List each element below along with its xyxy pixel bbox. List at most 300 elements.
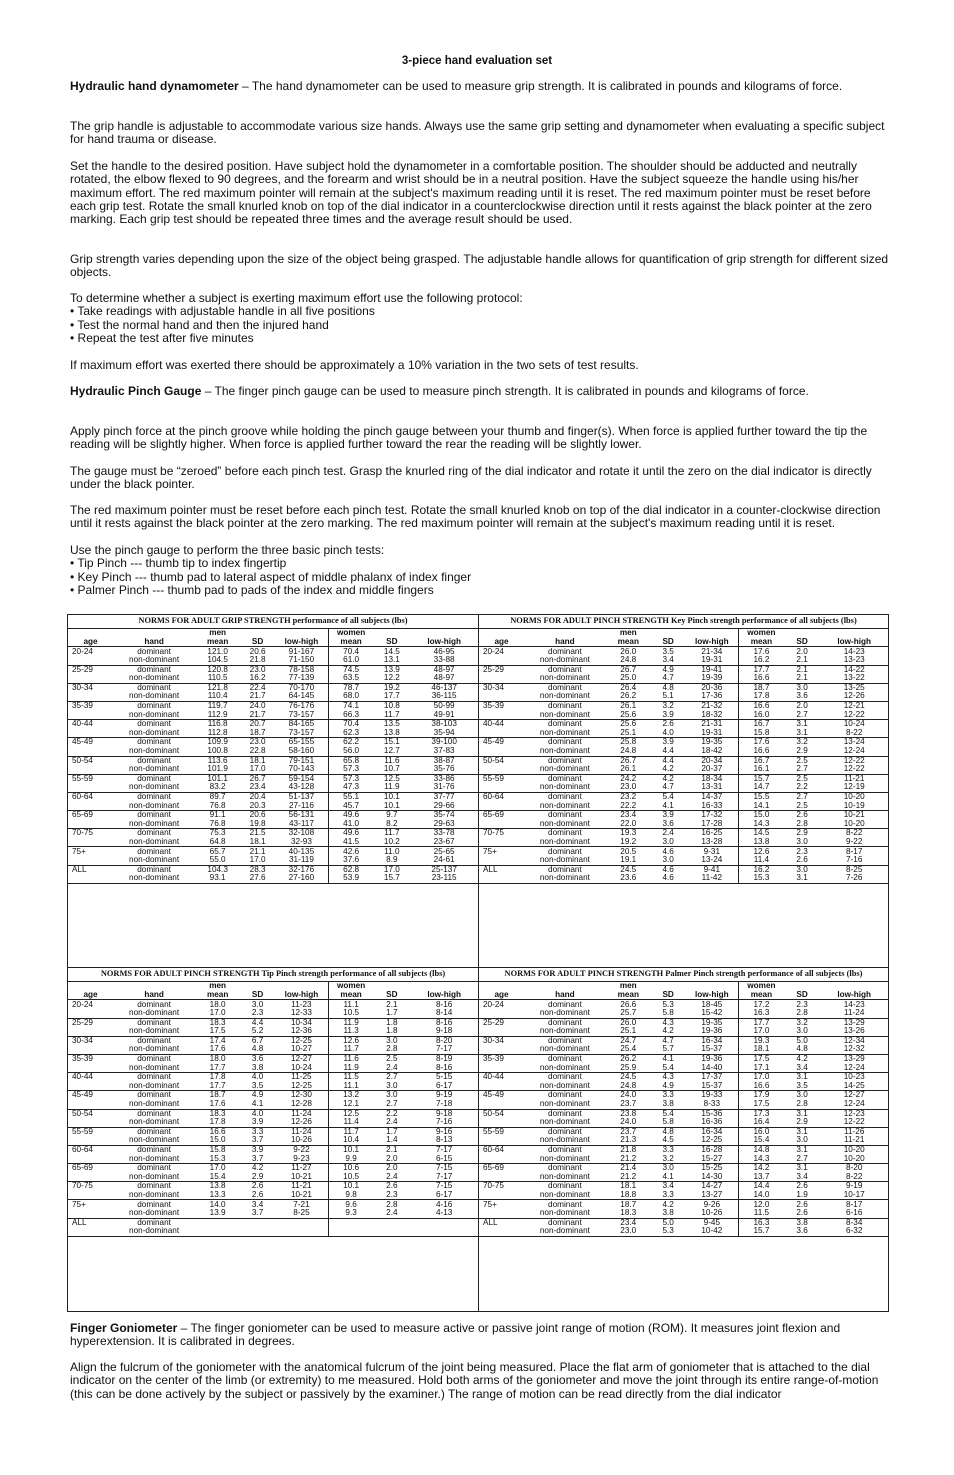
value-cell: 12.0	[753, 1199, 770, 1209]
column-header-mean: mean	[328, 990, 373, 1000]
table-row	[68, 792, 478, 801]
value-cell: 15.7	[753, 774, 770, 783]
value-cell: 19-36	[686, 1054, 739, 1063]
value-cell: 17.6	[753, 737, 770, 747]
value-cell: 24-61	[410, 856, 478, 865]
value-cell: 33-88	[410, 656, 478, 665]
hand-cell: non-dominant	[524, 765, 606, 774]
value-cell: 79-151	[275, 756, 328, 765]
value-cell: 29-66	[410, 802, 478, 811]
value-cell: 2.7	[784, 765, 821, 774]
value-cell: 4.8	[662, 683, 674, 692]
age-cell: 70-75	[483, 828, 504, 838]
value-cell: 4.2	[651, 1027, 686, 1036]
column-header-mean: mean	[606, 990, 651, 1000]
value-cell: 14.3	[739, 1155, 784, 1164]
value-cell: 53.9	[328, 874, 373, 883]
value-cell: 112.9	[195, 711, 240, 720]
hand-cell: dominant	[137, 1163, 171, 1173]
age-cell	[479, 1191, 524, 1200]
value-cell: 3.3	[651, 1191, 686, 1200]
value-cell: 13.8	[209, 1181, 226, 1191]
value-cell: 7-21	[275, 1200, 328, 1209]
value-cell: 3.4	[784, 1173, 821, 1182]
palmer-pinch-table	[479, 967, 888, 1312]
hand-cell: dominant	[548, 846, 582, 856]
age-cell	[68, 1100, 113, 1109]
value-cell: 4.7	[651, 674, 686, 683]
table-row	[68, 674, 478, 683]
value-cell: 14.2	[753, 1163, 770, 1173]
hand-cell: non-dominant	[524, 1191, 606, 1200]
value-cell: 11-24	[820, 1009, 888, 1018]
value-cell: 3.0	[784, 1027, 821, 1036]
table-row	[68, 1009, 478, 1018]
age-cell: 35-39	[483, 701, 504, 711]
value-cell: 19.8	[240, 820, 275, 829]
hand-cell: dominant	[548, 792, 582, 801]
value-cell: 18.1	[249, 756, 266, 765]
key-pinch-table	[479, 615, 888, 967]
age-cell	[479, 765, 524, 774]
age-cell: 60-64	[483, 792, 504, 801]
header-spacer	[820, 982, 888, 991]
value-cell: 11-21	[275, 1182, 328, 1191]
pinch-reset-paragraph: The red maximum pointer must be reset before each pinch test. Rotate the small knurled knob on top of the dial indicator in a counter-clockwise direction until it rests against the black pointer at the zero marking. The red maximum pointer will remain at the subject's maximum reading until it is reset.	[70, 503, 881, 531]
value-cell: 21.7	[240, 692, 275, 701]
value-cell: 11.5	[343, 1072, 359, 1082]
value-cell: 17-37	[686, 1073, 739, 1082]
value-cell: 19-39	[686, 674, 739, 683]
list-item: • Repeat the test after five minutes	[70, 330, 254, 345]
header-spacer	[113, 629, 195, 638]
hand-cell: non-dominant	[524, 1173, 606, 1182]
age-cell	[479, 674, 524, 683]
table-row	[68, 1173, 478, 1182]
value-cell: 14-37	[686, 792, 739, 801]
hand-cell: non-dominant	[113, 838, 195, 847]
age-cell	[68, 783, 113, 792]
value-cell: 3.2	[796, 1018, 808, 1027]
value-cell: 3.0	[386, 1090, 398, 1100]
hand-cell: non-dominant	[113, 1064, 195, 1073]
value-cell: 12-26	[275, 1118, 328, 1127]
age-cell: 65-69	[72, 810, 93, 820]
table-row	[479, 1136, 888, 1145]
table-row	[68, 811, 478, 820]
value-cell: 3.0	[796, 683, 808, 692]
value-cell: 3.8	[651, 1209, 686, 1218]
value-cell: 25.9	[606, 1064, 651, 1073]
value-cell	[328, 1218, 373, 1227]
value-cell: 2.0	[386, 1163, 398, 1173]
table-row	[68, 1036, 478, 1045]
age-cell: 75+	[483, 846, 497, 856]
hand-cell: dominant	[137, 646, 171, 656]
value-cell: 25.1	[606, 1027, 651, 1036]
value-cell: 3.4	[651, 656, 686, 665]
value-cell: 3.1	[796, 1163, 808, 1173]
value-cell: 91-167	[275, 647, 328, 656]
value-cell: 9-19	[435, 1090, 453, 1100]
value-cell: 26.4	[620, 683, 637, 692]
value-cell: 113.6	[207, 756, 228, 765]
value-cell: 26.0	[620, 646, 637, 656]
table-row	[68, 829, 478, 838]
table-row	[479, 1155, 888, 1164]
value-cell: 7-17	[435, 1145, 453, 1154]
value-cell: 4.5	[651, 1136, 686, 1145]
value-cell: 9-19	[846, 1181, 863, 1191]
value-cell: 17.7	[195, 1082, 240, 1091]
value-cell: 47.3	[328, 783, 373, 792]
age-cell	[68, 802, 113, 811]
value-cell: 18.1	[739, 1045, 784, 1054]
table-row	[68, 692, 478, 701]
value-cell: 8-34	[846, 1218, 863, 1227]
value-cell: 1.4	[373, 1136, 410, 1145]
table-row	[68, 1045, 478, 1054]
value-cell: 2.7	[784, 1155, 821, 1164]
value-cell: 22.4	[249, 683, 266, 692]
value-cell: 10.5	[328, 1009, 373, 1018]
value-cell: 3.5	[240, 1082, 275, 1091]
table-row	[479, 711, 888, 720]
table-row	[479, 1227, 888, 1236]
hand-cell: non-dominant	[113, 711, 195, 720]
value-cell: 10-20	[820, 1155, 888, 1164]
value-cell: 9-26	[686, 1200, 739, 1209]
table-row	[68, 1118, 478, 1127]
value-cell: 6-17	[410, 1082, 478, 1091]
value-cell: 56.0	[328, 747, 373, 756]
value-cell: 21.3	[606, 1136, 651, 1145]
value-cell: 14.7	[739, 783, 784, 792]
value-cell: 13-31	[686, 783, 739, 792]
pinch-force-paragraph: Apply pinch force at the pinch groove while holding the pinch gauge between your thumb and finger(s). When force is applied further toward the tip the reading will be slightly higher. When force is applied further toward the rear the reading will be slightly lower.	[70, 424, 868, 452]
age-cell: 60-64	[72, 1145, 93, 1154]
value-cell: 74.1	[343, 701, 360, 711]
value-cell: 12-21	[843, 701, 865, 711]
hand-cell: dominant	[137, 1181, 171, 1191]
hand-cell: dominant	[137, 1127, 171, 1136]
hand-cell: non-dominant	[524, 802, 606, 811]
list-item: • Tip Pinch --- thumb tip to index fingertip	[70, 556, 287, 571]
value-cell: 16.3	[753, 1218, 770, 1227]
value-cell: 25.6	[606, 711, 651, 720]
age-cell: 25-29	[483, 1018, 504, 1027]
value-cell: 17.8	[195, 1118, 240, 1127]
value-cell: 20.6	[249, 810, 266, 820]
age-cell: 40-44	[483, 1072, 504, 1082]
hand-cell: non-dominant	[524, 1227, 606, 1236]
value-cell: 12.5	[383, 774, 400, 783]
value-cell: 16.2	[753, 865, 770, 874]
value-cell: 49.6	[343, 810, 360, 820]
value-cell: 10-19	[820, 802, 888, 811]
hand-cell: non-dominant	[113, 1209, 195, 1218]
value-cell: 2.3	[796, 846, 808, 856]
value-cell: 16.0	[739, 711, 784, 720]
table-row	[479, 1082, 888, 1091]
value-cell: 17.5	[753, 1054, 770, 1064]
value-cell: 20.7	[249, 719, 266, 729]
value-cell: 26.6	[620, 999, 637, 1009]
value-cell: 8-22	[846, 828, 863, 838]
value-cell: 13-29	[843, 1054, 865, 1064]
value-cell: 24.0	[620, 1090, 637, 1100]
table-row	[479, 1127, 888, 1136]
value-cell: 40-135	[275, 847, 328, 856]
column-header-hand: hand	[113, 990, 195, 1000]
value-cell: 2.5	[784, 802, 821, 811]
table-row	[479, 829, 888, 838]
value-cell	[410, 1227, 478, 1236]
value-cell: 2.0	[796, 701, 808, 711]
value-cell: 4.6	[662, 865, 674, 874]
age-cell: 45-49	[483, 737, 504, 747]
hand-cell: dominant	[137, 701, 171, 711]
value-cell: 26.1	[620, 701, 637, 711]
value-cell: 73-157	[275, 711, 328, 720]
value-cell	[240, 1218, 275, 1227]
table-row	[479, 1018, 888, 1027]
value-cell: 16-28	[686, 1145, 739, 1154]
hand-cell: non-dominant	[524, 674, 606, 683]
value-cell: 8-16	[435, 1018, 453, 1027]
hand-cell: dominant	[137, 1218, 171, 1227]
value-cell: 4.2	[662, 774, 674, 783]
table-row	[68, 1018, 478, 1027]
value-cell: 71-150	[275, 656, 328, 665]
value-cell: 10-20	[843, 1145, 865, 1154]
value-cell: 3.1	[796, 1145, 808, 1154]
value-cell: 17.5	[739, 1100, 784, 1109]
value-cell: 3.8	[796, 1218, 808, 1227]
value-cell	[275, 1218, 328, 1227]
age-cell: ALL	[483, 865, 498, 874]
value-cell: 8-16	[435, 999, 453, 1009]
table-row	[479, 1045, 888, 1054]
table-row	[479, 802, 888, 811]
column-header-age: age	[479, 637, 524, 647]
age-cell: 75+	[72, 1199, 86, 1209]
value-cell: 14.1	[739, 802, 784, 811]
value-cell: 100.8	[195, 747, 240, 756]
age-cell: 20-24	[72, 646, 93, 656]
table-row	[479, 692, 888, 701]
value-cell: 4.2	[796, 1054, 808, 1064]
value-cell: 3.0	[784, 1136, 821, 1145]
value-cell: 10-26	[686, 1209, 739, 1218]
table-row	[479, 1091, 888, 1100]
value-cell: 13-26	[820, 1027, 888, 1036]
age-cell	[479, 656, 524, 665]
value-cell: 10.1	[343, 1181, 360, 1191]
value-cell: 17.7	[373, 692, 410, 701]
value-cell: 5.4	[662, 1109, 674, 1118]
value-cell: 24.5	[620, 865, 637, 874]
hand-cell: non-dominant	[113, 1136, 195, 1145]
table-row	[68, 647, 478, 656]
value-cell: 45.7	[328, 802, 373, 811]
value-cell: 12-34	[843, 1036, 865, 1045]
age-cell: 35-39	[483, 1054, 504, 1064]
age-cell: 55-59	[72, 774, 93, 783]
value-cell: 24.0	[606, 1118, 651, 1127]
hand-cell: dominant	[548, 999, 582, 1009]
value-cell: 4.8	[784, 1045, 821, 1054]
value-cell: 2.9	[796, 828, 808, 838]
value-cell: 3.0	[251, 999, 264, 1009]
value-cell: 16.3	[739, 1009, 784, 1018]
column-header-lowhigh: low-high	[275, 990, 328, 1000]
value-cell: 76.8	[195, 802, 240, 811]
table-row	[68, 729, 478, 738]
header-spacer	[68, 982, 113, 991]
value-cell: 12.5	[343, 1109, 360, 1118]
value-cell: 19-41	[686, 665, 739, 674]
value-cell: 62.8	[343, 865, 360, 874]
age-cell	[479, 1155, 524, 1164]
table-row	[68, 1182, 478, 1191]
value-cell: 2.8	[784, 820, 821, 829]
value-cell: 121.0	[207, 646, 228, 656]
value-cell: 33-86	[433, 774, 455, 783]
value-cell: 15.1	[383, 737, 400, 747]
value-cell: 9-22	[820, 838, 888, 847]
value-cell: 9-23	[275, 1155, 328, 1164]
value-cell: 24.2	[620, 774, 637, 783]
value-cell: 12-30	[275, 1091, 328, 1100]
value-cell: 119.7	[207, 701, 228, 711]
table-row	[479, 838, 888, 847]
women-header: women	[337, 981, 366, 990]
norms-table	[68, 615, 478, 884]
value-cell: 20-37	[686, 765, 739, 774]
age-cell	[479, 1027, 524, 1036]
value-cell: 49-91	[410, 711, 478, 720]
hand-cell: dominant	[137, 1199, 171, 1209]
age-cell: 65-69	[483, 810, 504, 820]
value-cell: 5.3	[651, 1227, 686, 1236]
table-row	[479, 701, 888, 710]
goniometer-procedure-paragraph: Align the fulcrum of the goniometer with the anatomical fulcrum of the joint being measured. Place the flat arm of goniometer that is attached to the dial indicator on the center of the limb (or extremity) to me measured. Hold both arms of the goniometer and move the joint through its entire range-of-motion (this can be done actively by the subject or passively by the examiner.) The range of motion can be read directly from the dial indicator	[70, 1360, 879, 1401]
hand-cell: dominant	[548, 1090, 582, 1100]
value-cell: 18.7	[240, 729, 275, 738]
column-header-lowhigh: low-high	[820, 990, 888, 1000]
value-cell: 5-15	[435, 1072, 453, 1082]
age-cell: 30-34	[483, 683, 504, 692]
value-cell: 3.5	[784, 1082, 821, 1091]
column-header-sd: SD	[784, 990, 821, 1000]
hand-cell: non-dominant	[524, 820, 606, 829]
value-cell: 10-21	[843, 810, 865, 820]
age-cell	[479, 783, 524, 792]
age-cell: 50-54	[483, 756, 504, 765]
age-cell	[68, 765, 113, 774]
value-cell: 11-27	[275, 1164, 328, 1173]
hand-cell: non-dominant	[524, 1064, 606, 1073]
column-header-age: age	[479, 990, 524, 1000]
value-cell: 10-17	[820, 1191, 888, 1200]
hand-cell: non-dominant	[524, 1027, 606, 1036]
value-cell: 18.7	[620, 1199, 637, 1209]
value-cell: 9-16	[435, 1127, 453, 1136]
value-cell: 28.3	[249, 865, 266, 874]
hand-cell: dominant	[137, 999, 171, 1009]
value-cell: 16-34	[686, 1127, 739, 1136]
value-cell: 26.1	[606, 765, 651, 774]
value-cell: 48-97	[433, 665, 455, 674]
hand-cell: dominant	[548, 1036, 582, 1045]
value-cell: 12.6	[753, 846, 770, 856]
header-spacer	[373, 629, 410, 638]
value-cell: 48-97	[410, 674, 478, 683]
value-cell: 17.1	[739, 1064, 784, 1073]
hand-cell: dominant	[548, 1072, 582, 1082]
hand-cell: dominant	[548, 865, 582, 874]
value-cell: 25-65	[433, 846, 455, 856]
value-cell: 70.4	[343, 719, 360, 729]
value-cell: 2.6	[240, 1191, 275, 1200]
age-cell	[68, 1027, 113, 1036]
age-cell: 50-54	[72, 1109, 93, 1118]
value-cell: 15-42	[686, 1009, 739, 1018]
value-cell: 57.3	[328, 765, 373, 774]
women-header: women	[337, 628, 366, 637]
value-cell: 10-24	[275, 1064, 328, 1073]
value-cell: 25.4	[606, 1045, 651, 1054]
header-spacer	[410, 982, 478, 991]
value-cell: 4.2	[251, 1163, 264, 1173]
value-cell: 15.8	[209, 1145, 226, 1154]
value-cell: 3.2	[662, 701, 674, 711]
value-cell: 9-31	[686, 847, 739, 856]
value-cell: 11.7	[328, 1045, 373, 1054]
value-cell: 3.0	[651, 838, 686, 847]
table-row	[68, 1109, 478, 1118]
table-row	[479, 1118, 888, 1127]
hand-cell: dominant	[137, 865, 171, 874]
value-cell: 12-26	[820, 692, 888, 701]
hand-cell: non-dominant	[524, 747, 606, 756]
value-cell: 12.2	[373, 674, 410, 683]
value-cell: 17.0	[739, 1027, 784, 1036]
value-cell	[240, 1227, 275, 1236]
value-cell: 41.0	[328, 820, 373, 829]
value-cell: 70.4	[343, 646, 360, 656]
value-cell: 116.8	[207, 719, 228, 729]
value-cell: 4.9	[651, 1082, 686, 1091]
value-cell: 68.0	[328, 692, 373, 701]
value-cell: 23-67	[410, 838, 478, 847]
table-row	[68, 774, 478, 783]
value-cell: 11.6	[384, 756, 400, 765]
age-cell: ALL	[72, 865, 87, 874]
value-cell: 5.0	[662, 1218, 674, 1227]
value-cell: 37.6	[328, 856, 373, 865]
header-spacer	[651, 982, 686, 991]
table-row	[68, 1054, 478, 1063]
age-cell	[68, 729, 113, 738]
value-cell: 84-165	[275, 720, 328, 729]
age-cell	[68, 856, 113, 865]
value-cell: 4.2	[662, 1199, 674, 1209]
table-row	[68, 756, 478, 765]
age-cell: 75+	[72, 846, 86, 856]
value-cell: 3.1	[784, 874, 821, 883]
